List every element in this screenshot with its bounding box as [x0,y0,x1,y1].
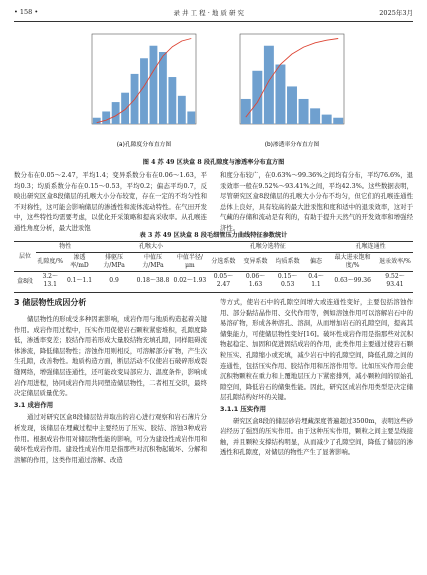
group-header: 孔喉大小 [95,242,208,253]
table-cell: 0.15～0.53 [277,273,298,288]
histogram-bar [102,111,110,124]
histogram-bar [187,111,195,124]
histogram-bar [159,52,167,124]
histogram-bar [121,93,129,124]
page-number: • 158 • [14,8,39,16]
histogram-bar [310,108,320,124]
column-header: 最大进汞饱和度/% [328,253,377,272]
histogram-bar [178,96,186,124]
histogram-svg [0,28,427,156]
left-bars [93,46,195,124]
issue-date: 2025年3月 [379,9,413,17]
histogram-bar [112,102,120,124]
table-cell: 0.1～1.1 [66,277,93,284]
column-header: 中值压力/MPa [134,253,173,272]
table-cell: 0.4～1.1 [308,273,324,288]
layer-header: 层位 [14,242,36,272]
right-column-bottom [220,297,413,458]
histogram-bar [275,65,285,124]
table-cell: 0.05～2.47 [213,273,234,288]
group-header: 物性 [36,242,95,253]
left-column-bottom [14,314,207,465]
column-header: 中值半径/μm [172,253,207,272]
paragraph: 等方式，使岩石中的孔隙空间增大或连通性变好，主要包括溶蚀作用、部分黏结晶作用、交代作用等，例如溶蚀作用可以溶解岩石中的易溶矿物，形成各种溶孔、溶洞，从而增加岩石的孔隙空间，提高其储集能力，可使储层物性变好[16]。破坏性成岩作用是指那些对沉积物起稳定、加固和促进固结成岩的作用，此类作用主要通过使岩石颗粒压实、孔隙缩小或充填，减少岩石中的孔隙空间，降低孔隙之间的连通性，包括压实作用、胶结作用和压溶作用等。比如压实作用会使沉积物颗粒在重力和上覆地层压力下紧密排列，减小颗粒间的原始孔隙空间，降低岩石的储集性能。因此，研究区成岩作用类型是决定储层孔隙结构好坏的关键。 [220,298,413,402]
column-header: 偏态 [304,253,329,272]
histogram-bar [322,115,332,124]
table-cell [304,290,329,293]
histogram-bar [264,46,274,124]
left-column-top [14,170,207,234]
histogram-bar [150,46,158,124]
table-cell: 0.18～38.8 [136,277,170,284]
table-cell [36,290,64,293]
histogram-bar [140,58,148,124]
table-cell [272,290,304,293]
section-title: 3 储层物性成因分析 [14,298,87,307]
paragraph: 和度分布较广，在0.63%～99.36%之间均有分布，平均76.6%，退汞效率一般在9.52%～93.41%之间，平均42.3%。这些数据表明，尽管研究区盒8段储层的孔喉大小分布不均匀，但它们的孔喉连通性总体上良好，具有较高的最大进汞饱和度和适中的退汞效率，这对于气藏的存储和流动是有利的，有助于提升天然气的开发效率和增强经济性。 [220,171,413,232]
table-cell: 0.06～1.63 [245,273,266,288]
table-cell [172,290,207,293]
journal-name: 录 井 工 程 · 地 质 研 究 [173,9,245,17]
column-header: 变异系数 [239,253,271,272]
histogram-bar [333,118,343,124]
histogram-bar [93,118,101,124]
group-header: 孔喉分选特征 [207,242,328,253]
column-header: 孔隙度/% [36,253,64,272]
table-cell: 0.02～1.93 [173,277,207,284]
group-header: 孔喉连通性 [328,242,413,253]
histogram-bar [287,86,297,124]
histogram-bar [168,77,176,124]
right-column-top [220,170,413,234]
right-caption: (b)渗透率分布直方图 [264,142,320,148]
table-cell: 3.2～13.1 [42,273,58,288]
paragraph: 研究区盒8段的储层砂岩埋藏深度普遍超过3500m，表明这些砂岩经历了强烈的压实作用。由于这种压实作用，颗粒之间主要呈线接触，并且颗粒支撑结构明显，从而减少了孔隙空间，降低了储层的渗透性和孔隙度，对储层的物性产生了显著影响。 [220,416,413,457]
table-cell [328,290,377,293]
column-header: 退汞效率/% [377,253,413,272]
table-cell: 0.63～99.36 [334,277,371,284]
header-rule [14,21,413,22]
paragraph: 储层物性的形成受多种因素影响，成岩作用与地质构造起着关键作用。成岩作用过程中，压实作用促使岩石颗粒紧密堆积，孔隙度降低，渗透率变差；胶结作用若形成大量胶结物充填孔隙，同样阻碍流体渗流，降低储层物性；溶蚀作用则相反，可溶解部分矿物，产生次生孔隙，改善物性。地质构造方面，断层活动不仅使岩石破碎形成裂缝网络，增强储层连通性，还可能改变局部应力、温度条件，影响成岩作用进程，协同成岩作用共同塑造储层物性，二者相互交织，最终决定储层质量优劣。 [14,315,207,398]
figure-4 [0,28,427,156]
column-header: 渗透率/mD [64,253,94,272]
table-cell [377,290,413,293]
table-cell [95,290,134,293]
layer-cell: 盒8段 [14,272,36,293]
right-bars [241,46,343,124]
table-cell [64,290,94,293]
histogram-bar [252,71,262,124]
table-caption: 表 3 苏 49 区块盒 8 段毛细管压力曲线特征参数统计 [139,232,288,239]
subsection-title: 3.1.1 压实作用 [220,404,266,413]
paragraph: 数分布在0.05～2.47，平均1.4；变异系数分布在0.06～1.63，平均0.3；均质系数分布在0.15～0.53，平均0.2；偏态平均0.7，反映出研究区盒8段储层的孔喉大小分布较宽，存在一定的不均匀性和不对称性，这可能会影响储层的渗透性和流体流动特性。在气田开发中，这些特性均需要考虑，以优化开采策略和提高采收率。从孔喉连通性角度分析，最大进汞饱 [14,171,207,232]
table-cell: 9.52～93.41 [385,273,405,288]
column-header: 排驱压力/MPa [95,253,134,272]
column-header: 分选系数 [207,253,239,272]
paragraph: 通过对研究区盒8段储层钻井取出的岩心进行观察和岩石薄片分析发现，该储层在埋藏过程中主要经历了压实、胶结、溶蚀3种成岩作用。根据成岩作用对储层物性能的影响，可分为建设性成岩作用和破坏性成岩作用。建设性成岩作用是指那些对沉积物起破坏、分解和溶解的作用，这类作用通过溶解、改造 [14,413,207,464]
figure-caption: 图 4 苏 49 区块盒 8 段孔隙度与渗透率分布直方图 [142,159,285,166]
parameter-table [14,241,413,293]
table-cell: 0.9 [109,277,119,284]
subsection-title: 3.1 成岩作用 [14,400,54,409]
histogram-bar [299,99,309,124]
running-header [14,8,413,19]
left-caption: (a)孔隙度分布直方图 [116,142,172,148]
table-cell [239,290,271,293]
column-header: 均质系数 [272,253,304,272]
histogram-bar [241,99,251,124]
table-cell [134,290,173,293]
table-cell [207,290,239,293]
